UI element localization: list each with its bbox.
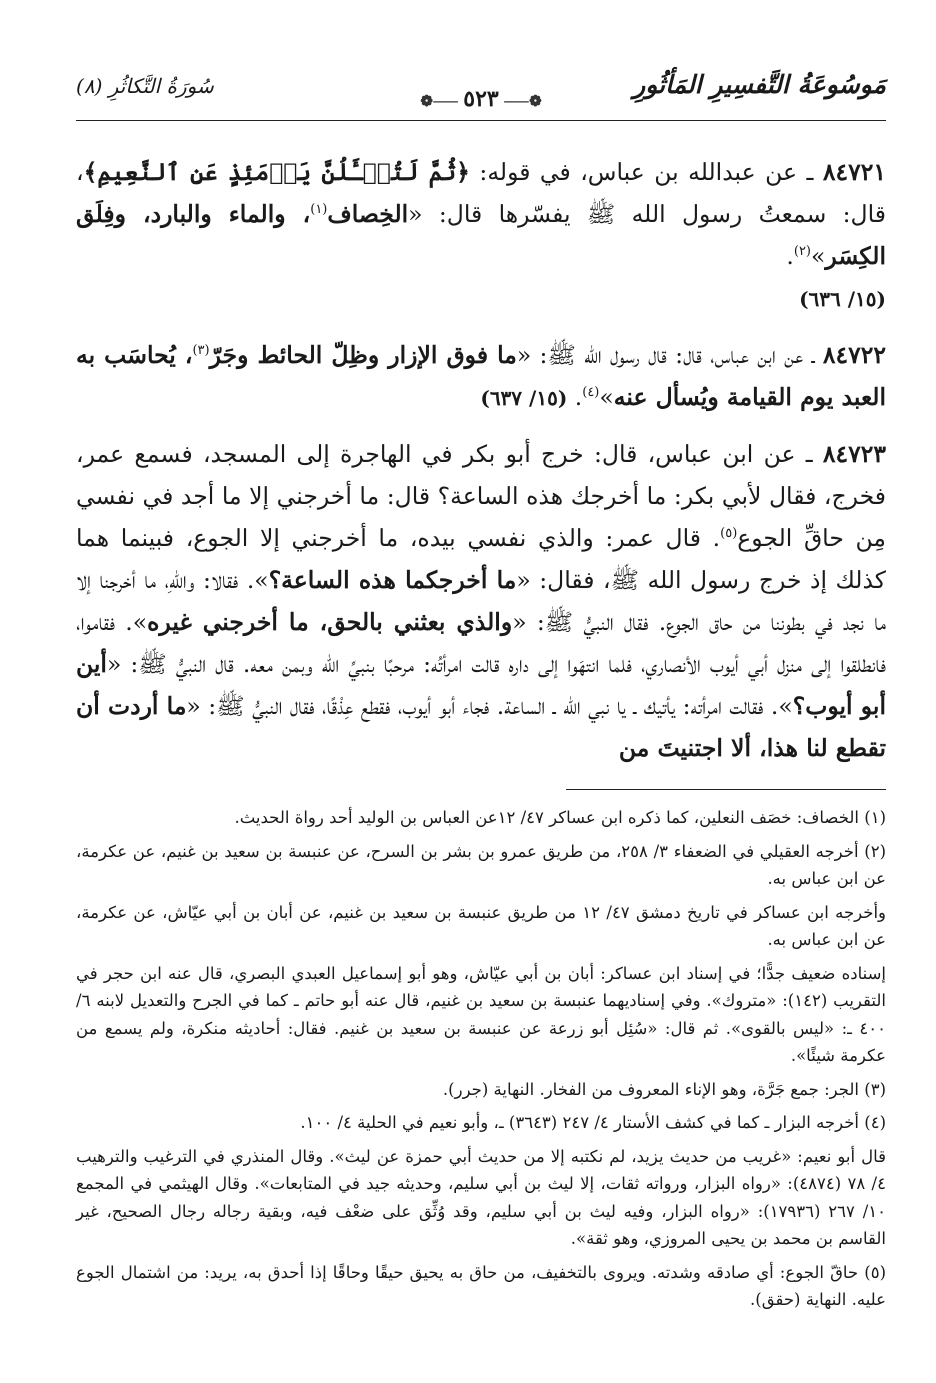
page-header (76, 64, 886, 121)
page-number-block (415, 86, 546, 112)
prophetic-quote: ما فوق الإزار وظِلّ الحائط وجَرّ (209, 341, 517, 369)
volume-reference: (١٥/ ٦٣٦) (799, 287, 886, 311)
hadith-text: ـ عن عبدالله بن عباس، في قوله: (469, 158, 823, 186)
footnote-ref: (٣) (192, 343, 210, 359)
hadith-number: ٨٤٧٢٢ (822, 341, 886, 369)
footnote: قال أبو نعيم: «غريب من حديث يزيد، لم نكتبه إلا من حديث أبي حمزة عن ليث». وقال المنذري في الترغيب والترهيب ٤/ ٧٨ (٤٨٧٤): «رواه البزار، ورواته ثقات، إلا ليث بن أبي سليم، وحديثه جيد في المتابعات». وقال الهيثمي في المجمع ١٠/ ٢٦٧ (١٧٩٣٦): «رواه البزار، وفيه ليث بن أبي سليم، وقد وُثِّق على ضعْف فيه، وبقية رجاله رجال الصحيح، غير القاسم بن محمد بن يحيى المروزي، وهو ثقة». (76, 1146, 886, 1248)
main-text (76, 151, 886, 769)
book-page (76, 64, 886, 1320)
footnote-ref: (٢) (793, 244, 811, 260)
footnote: (٢) أخرجه العقيلي في الضعفاء ٣/ ٢٥٨، من طريق عمرو بن بشر بن السرح، عن عنبسة بن سعيد بن غنيم، عن عكرمة، عن ابن عباس به. (76, 841, 886, 888)
footnote-ref: (١) (310, 202, 328, 218)
footnote: إسناده ضعيف جدًّا؛ في إسناد ابن عساكر: أبان بن أبي عيّاش، وهو أبو إسماعيل العبدي البصري، قال عنه ابن حجر في التقريب (١٤٢): «متروك». وفي إسناديهما عنبسة بن سعيد بن غنيم، قال عنه أبو حاتم ـ كما في الجرح والتعديل لابنه ٦/ ٤٠٠ ـ: «ليس بالقوى». ثم قال: «سُئِل أبو زرعة عن عنبسة بن سعيد بن غنيم. فقال: أحاديثه منكرة، ولم يسمع من عكرمة شيئًا». (76, 963, 886, 1065)
prophetic-quote: أين أبو أيوب؟ (76, 650, 886, 720)
hadith-entry (76, 334, 886, 419)
footnote-divider (566, 789, 886, 790)
hadith-text: ، قال: سمعتُ رسول الله ﷺ يفسّرها قال: « (76, 158, 886, 228)
prophetic-quote: ما أخرجكما هذه الساعة؟ (268, 566, 517, 594)
hadith-text: . (786, 242, 794, 270)
hadith-text: ». فقاموا، فانطلقوا إلى منزل أبي أيوب الأنصاري، فلما انتهَوا إلى داره قالت امرأتُه: مرحبًا بنبيِّ الله وبمن معه. قال النبيُّ ﷺ: « (76, 608, 886, 678)
hadith-text: ». فقالا: واللهِ، ما أخرجنا إلا ما نجد في بطوننا من حاق الجوع. فقال النبيُّ ﷺ: « (76, 566, 887, 636)
footnote-ref: (٥) (720, 526, 738, 542)
footnotes (76, 804, 886, 1314)
hadith-text: ـ عن ابن عباس، قال: قال رسول الله ﷺ: « (516, 341, 823, 369)
hadith-text: » (811, 242, 826, 270)
prophetic-quote: والذي بعثني بالحق، ما أخرجني غيره (147, 608, 513, 636)
footnote: (٣) الجر: جمع جَرَّة، وهو الإناء المعروف من الفخار. النهاية (جرر). (442, 1079, 886, 1099)
ornament-icon: ⸺❁ (420, 92, 459, 110)
prophetic-quote: ما أردت أن تقطع لنا هذا، ألا اجتنيتَ من (76, 692, 886, 762)
quran-verse: ﴿ثُمَّ لَتُسۡـَٔلُنَّ يَوۡمَئِذٍ عَنِ ٱلنَّعِيمِ﴾ (83, 158, 470, 186)
hadith-text: . قال عمر: والذي نفسي بيده، ما أخرجني إلا الجوع، فبينما هما كذلك إذ خرج رسول الله ﷺ، فقال: « (76, 524, 886, 594)
surah-title: سُورَةُ التَّكاثُرِ (٨) (76, 74, 214, 98)
footnote: (٥) حاقّ الجوع: أي صادقه وشدته. ويروى بالتخفيف، من حاق به يحيق حيقًا وحاقًا إذا أحدق به، يريد: من اشتمال الجوع عليه. النهاية (حقق). (76, 1262, 886, 1309)
footnote-ref: (٤) (582, 385, 600, 401)
hadith-entry (76, 151, 886, 320)
footnote: (٤) أخرجه البزار ـ كما في كشف الأستار ٤/ ٢٤٧ (٣٦٤٣) ـ، وأبو نعيم في الحلية ٤/ ١٠٠. (300, 1113, 886, 1132)
hadith-text: ـ عن ابن عباس، قال: خرج أبو بكر في الهاجرة إلى المسجد، فسمع عمر، فخرج، فقال لأبي بكر: ما أخرجك هذه الساعة؟ قال: ما أخرجني إلا ما أجد في نفسي مِن حاقِّ الجوع (76, 440, 886, 552)
hadith-text: » (599, 383, 614, 411)
hadith-number: ٨٤٧٢١ (822, 158, 887, 186)
hadith-number: ٨٤٧٢٣ (822, 440, 886, 468)
ornament-icon: ❁⸺ (503, 92, 542, 110)
prophetic-quote: ، يُحاسَب به العبد يوم القيامة ويُسأل عنه (76, 341, 886, 411)
prophetic-quote: ، والماء والبارد، وفِلَق الكِسَر (76, 200, 886, 270)
book-title: مَوسُوعَةُ التَّفسِيرِ المَأثُورِ (633, 70, 886, 99)
hadith-entry (76, 433, 886, 769)
volume-reference: (١٥/ ٦٣٧) (480, 386, 568, 410)
footnote: وأخرجه ابن عساكر في تاريخ دمشق ٤٧/ ١٢ من طريق عنبسة بن سعيد بن غنيم، عن أبان بن أبي عيّاش، عن عكرمة، عن ابن عباس به. (76, 902, 887, 949)
hadith-text: . (567, 383, 583, 411)
prophetic-quote: الخِصاف (327, 200, 409, 228)
footnote: (١) الخصاف: خصَف النعلين، كما ذكره ابن عساكر ٤٧/ ١٢عن العباس بن الوليد أحد رواة الحديث. (234, 808, 886, 827)
hadith-text: ». فقالت امرأته: يأتيك ـ يا نبي الله ـ الساعة. فجاء أبو أيوب، فقطع عِذْقًا، فقال النبيُّ ﷺ: « (186, 692, 793, 720)
page-number: ٥٢٣ (463, 86, 499, 112)
